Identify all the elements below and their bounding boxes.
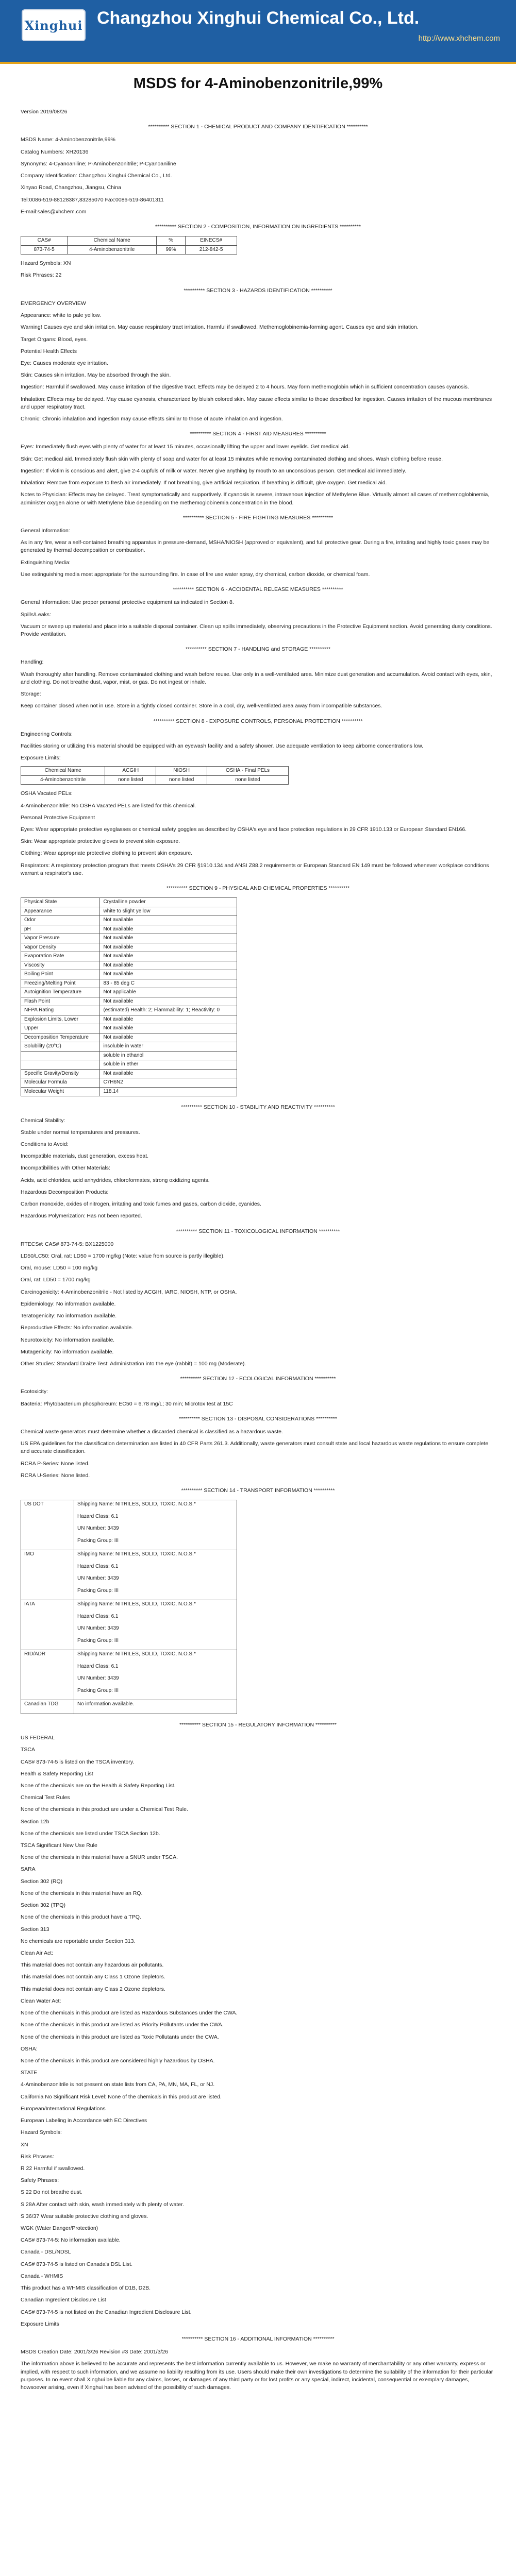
msds-paragraph: TSCA bbox=[21, 1747, 36, 1753]
table-row bbox=[21, 1042, 237, 1052]
table-cell: Boiling Point bbox=[21, 970, 100, 979]
msds-paragraph: None of the chemicals in this material have an RQ. bbox=[21, 1890, 143, 1896]
physical-properties-table bbox=[21, 897, 237, 1096]
company-name: Changzhou Xinghui Chemical Co., Ltd. bbox=[97, 8, 420, 28]
msds-paragraph: Chemical Test Rules bbox=[21, 1794, 70, 1801]
msds-paragraph: Chemical waste generators must determine whether a discarded chemical is classified as a hazardous waste. bbox=[21, 1429, 283, 1435]
transport-line: No information available. bbox=[77, 1701, 135, 1707]
table-cell: Viscosity bbox=[21, 961, 100, 970]
transport-line: UN Number: 3439 bbox=[77, 1575, 119, 1582]
table-row bbox=[21, 1700, 237, 1714]
table-row bbox=[21, 1060, 237, 1070]
msds-paragraph: Ecotoxicity: bbox=[21, 1388, 48, 1395]
table-cell: Freezing/Melting Point bbox=[21, 979, 100, 988]
table-row bbox=[21, 1087, 237, 1096]
table-cell: 873-74-5 bbox=[21, 245, 68, 255]
transport-line: UN Number: 3439 bbox=[77, 1675, 119, 1682]
msds-paragraph: EMERGENCY OVERVIEW bbox=[21, 300, 86, 307]
msds-paragraph: Company Identification: Changzhou Xinghui Chemical Co., Ltd. bbox=[21, 173, 172, 179]
msds-paragraph: Storage: bbox=[21, 691, 41, 698]
transport-agency: US DOT bbox=[21, 1500, 74, 1550]
table-cell: none listed bbox=[207, 775, 289, 785]
msds-paragraph: This material does not contain any Class 1 Ozone depletors. bbox=[21, 1974, 165, 1980]
msds-paragraph: Ingestion: If victim is conscious and alert, give 2-4 cupfuls of milk or water. Never give anything by mouth to an unconscious person. Get medical aid immediately. bbox=[21, 467, 406, 474]
msds-content bbox=[21, 108, 495, 2576]
msds-paragraph: Mutagenicity: No information available. bbox=[21, 1348, 114, 1355]
msds-paragraph: Facilities storing or utilizing this material should be equipped with an eyewash facility and a safety shower. Use adequate ventilation to keep airborne concentrations low. bbox=[21, 742, 423, 749]
msds-paragraph: Clothing: Wear appropriate protective clothing to prevent skin exposure. bbox=[21, 850, 193, 857]
transport-line: Hazard Class: 6.1 bbox=[77, 1563, 119, 1569]
table-cell: white to slight yellow bbox=[100, 907, 237, 916]
table-row bbox=[21, 1550, 237, 1600]
table-cell: 212-842-5 bbox=[186, 245, 237, 255]
msds-paragraph: LD50/LC50: Oral, rat: LD50 = 1700 mg/kg (Note: value from source is partly illegible). bbox=[21, 1252, 225, 1259]
section-heading: ********** SECTION 14 - TRANSPORT INFORMATION ********** bbox=[181, 1487, 335, 1494]
table-row bbox=[21, 907, 237, 916]
table-cell: 4-Aminobenzonitrile bbox=[68, 245, 157, 255]
table-cell: none listed bbox=[156, 775, 207, 785]
msds-paragraph: Respirators: A respiratory protection program that meets OSHA's 29 CFR §1910.134 and ANSI Z88.2 requirements or European Standard EN 149 must be followed whenever workplace conditions warrant a respirator's use. bbox=[21, 862, 489, 876]
msds-paragraph: Carbon monoxide, oxides of nitrogen, irritating and toxic fumes and gases, carbon dioxide, cyanides. bbox=[21, 1201, 261, 1208]
msds-paragraph: CAS# 873-74-5 is listed on Canada's DSL List. bbox=[21, 2261, 132, 2267]
msds-paragraph: STATE bbox=[21, 2070, 38, 2076]
msds-paragraph: Health & Safety Reporting List bbox=[21, 1770, 93, 1777]
msds-paragraph: Skin: Wear appropriate protective gloves to prevent skin exposure. bbox=[21, 838, 180, 845]
table-cell: Decomposition Temperature bbox=[21, 1033, 100, 1042]
msds-paragraph: Safety Phrases: bbox=[21, 2177, 59, 2184]
msds-paragraph: S 22 Do not breathe dust. bbox=[21, 2189, 82, 2196]
table-header-cell: NIOSH bbox=[156, 767, 207, 776]
table-cell: Upper bbox=[21, 1024, 100, 1033]
msds-paragraph: None of the chemicals are listed under TSCA Section 12b. bbox=[21, 1830, 160, 1837]
msds-paragraph: Skin: Get medical aid. Immediately flush skin with plenty of soap and water for at least 15 minutes while removing contaminated clothing and shoes. Wash clothing before reuse. bbox=[21, 455, 443, 462]
table-cell: Not available bbox=[100, 997, 237, 1006]
table-cell: Not available bbox=[100, 943, 237, 952]
msds-paragraph: Appearance: white to pale yellow. bbox=[21, 312, 101, 319]
transport-line: Hazard Class: 6.1 bbox=[77, 1613, 119, 1619]
table-header-cell: Chemical Name bbox=[68, 236, 157, 246]
table-cell bbox=[21, 1060, 100, 1070]
msds-paragraph: Incompatible materials, dust generation, excess heat. bbox=[21, 1153, 149, 1160]
table-cell: Explosion Limits, Lower bbox=[21, 1015, 100, 1024]
msds-paragraph: None of the chemicals in this product are listed as Priority Pollutants under the CWA. bbox=[21, 2022, 224, 2028]
msds-paragraph: CAS# 873-74-5 is not listed on the Canadian Ingredient Disclosure List. bbox=[21, 2309, 192, 2315]
msds-paragraph: Canada - WHMIS bbox=[21, 2273, 63, 2279]
msds-paragraph: Canada - DSL/NDSL bbox=[21, 2249, 71, 2256]
table-cell: C7H6N2 bbox=[100, 1078, 237, 1088]
msds-paragraph: Carcinogenicity: 4-Aminobenzonitrile - Not listed by ACGIH, IARC, NIOSH, NTP, or OSHA. bbox=[21, 1289, 237, 1295]
msds-paragraph: Neurotoxicity: No information available. bbox=[21, 1336, 115, 1343]
table-cell: Not available bbox=[100, 1015, 237, 1024]
table-row bbox=[21, 775, 289, 785]
msds-paragraph: Risk Phrases: 22 bbox=[21, 272, 62, 279]
table-header-cell: Chemical Name bbox=[21, 767, 105, 776]
website-link[interactable]: http://www.xhchem.com bbox=[418, 34, 500, 43]
msds-paragraph: The information above is believed to be accurate and represents the best information currently available to us. However, we make no warranty of merchantability or any other warranty, express or implied, with respect to such information, and we assume no liability resulting from its use. Users should make their own investigations to determine the suitability of the information for their particular purposes. In no event shall Xinghui be liable for any claims, losses, or damages of any third party or for lost profits or any special, indirect, incidental, consequential or exemplary damages, howsoever arising, even if Xinghui has been advised of the possibility of such damages. bbox=[21, 2361, 493, 2391]
msds-paragraph: Oral, mouse: LD50 = 100 mg/kg bbox=[21, 1265, 98, 1272]
msds-paragraph: Reproductive Effects: No information available. bbox=[21, 1325, 134, 1331]
msds-paragraph: 4-Aminobenzonitrile is not present on state lists from CA, PA, MN, MA, FL, or NJ. bbox=[21, 2081, 215, 2088]
msds-paragraph: Keep container closed when not in use. Store in a tightly closed container. Store in a cool, dry, well-ventilated area away from incompatible substances. bbox=[21, 703, 382, 709]
table-row bbox=[21, 943, 237, 952]
msds-paragraph: Extinguishing Media: bbox=[21, 559, 71, 566]
transport-line: Packing Group: III bbox=[77, 1687, 119, 1693]
transport-details bbox=[74, 1550, 237, 1600]
msds-paragraph: Section 12b bbox=[21, 1818, 49, 1825]
msds-paragraph: This product has a WHMIS classification of D1B, D2B. bbox=[21, 2285, 151, 2292]
table-cell: Molecular Weight bbox=[21, 1087, 100, 1096]
table-cell: Not available bbox=[100, 934, 237, 943]
msds-paragraph: Chronic: Chronic inhalation and ingestion may cause effects similar to those of acute inhalation and ingestion. bbox=[21, 416, 283, 422]
transport-line: Packing Group: III bbox=[77, 1537, 119, 1544]
msds-paragraph: Risk Phrases: bbox=[21, 2153, 54, 2160]
msds-paragraph: European/International Regulations bbox=[21, 2105, 106, 2112]
section-heading: ********** SECTION 8 - EXPOSURE CONTROLS, PERSONAL PROTECTION ********** bbox=[153, 718, 363, 724]
msds-paragraph: SARA bbox=[21, 1866, 36, 1873]
table-row bbox=[21, 1600, 237, 1650]
msds-paragraph: Hazardous Polymerization: Has not been reported. bbox=[21, 1213, 142, 1219]
document-title: MSDS for 4-Aminobenzonitrile,99% bbox=[133, 75, 383, 92]
table-cell: 118.14 bbox=[100, 1087, 237, 1096]
table-cell: Crystalline powder bbox=[100, 898, 237, 907]
msds-paragraph: None of the chemicals in this product have a TPQ. bbox=[21, 1914, 141, 1921]
table-cell: 4-Aminobenzonitrile bbox=[21, 775, 105, 785]
transport-line: Shipping Name: NITRILES, SOLID, TOXIC, N.O.S.* bbox=[77, 1551, 196, 1557]
msds-paragraph: This material does not contain any Class 2 Ozone depletors. bbox=[21, 1986, 165, 1992]
msds-paragraph: Inhalation: Remove from exposure to fresh air immediately. If not breathing, give artificial respiration. If breathing is difficult, give oxygen. Get medical aid. bbox=[21, 480, 387, 486]
exposure-limits-table bbox=[21, 766, 289, 785]
table-cell: Not available bbox=[100, 952, 237, 961]
msds-paragraph: Eyes: Immediately flush eyes with plenty of water for at least 15 minutes, occasionally lifting the upper and lower eyelids. Get medical aid. bbox=[21, 444, 350, 450]
transport-table bbox=[21, 1500, 237, 1714]
msds-paragraph: Handling: bbox=[21, 659, 44, 666]
table-cell: soluble in ethanol bbox=[100, 1051, 237, 1060]
table-cell: Solubility (20°C) bbox=[21, 1042, 100, 1052]
msds-paragraph: Skin: Causes skin irritation. May be absorbed through the skin. bbox=[21, 372, 171, 379]
table-row bbox=[21, 1015, 237, 1024]
msds-paragraph: Stable under normal temperatures and pressures. bbox=[21, 1129, 140, 1136]
transport-details bbox=[74, 1700, 237, 1714]
msds-paragraph: 4-Aminobenzonitrile: No OSHA Vacated PELs are listed for this chemical. bbox=[21, 802, 196, 809]
msds-paragraph: TSCA Significant New Use Rule bbox=[21, 1842, 97, 1849]
transport-agency: Canadian TDG bbox=[21, 1700, 74, 1714]
table-row bbox=[21, 1078, 237, 1088]
msds-paragraph: Synonyms: 4-Cyanoaniline; P-Aminobenzonitrile; P-Cyanoaniline bbox=[21, 160, 176, 167]
msds-paragraph: None of the chemicals in this product are listed as Toxic Pollutants under the CWA. bbox=[21, 2033, 219, 2040]
table-cell: soluble in ether bbox=[100, 1060, 237, 1070]
table-header-cell: CAS# bbox=[21, 236, 68, 246]
msds-paragraph: Epidemiology: No information available. bbox=[21, 1300, 116, 1307]
msds-paragraph: Section 302 (RQ) bbox=[21, 1878, 63, 1885]
transport-line: Shipping Name: NITRILES, SOLID, TOXIC, N.O.S.* bbox=[77, 1601, 196, 1607]
table-header-cell: OSHA - Final PELs bbox=[207, 767, 289, 776]
transport-line: Hazard Class: 6.1 bbox=[77, 1513, 119, 1519]
msds-paragraph: MSDS Creation Date: 2001/3/26 Revision #3 Date: 2001/3/26 bbox=[21, 2349, 169, 2355]
table-cell: Physical State bbox=[21, 898, 100, 907]
logo-text: Xinghui bbox=[24, 18, 83, 33]
msds-paragraph: Clean Air Act: bbox=[21, 1950, 54, 1956]
msds-paragraph: S 36/37 Wear suitable protective clothing and gloves. bbox=[21, 2213, 148, 2219]
section-heading: ********** SECTION 12 - ECOLOGICAL INFORMATION ********** bbox=[180, 1376, 336, 1382]
msds-paragraph: None of the chemicals in this product are under a Chemical Test Rule. bbox=[21, 1806, 188, 1813]
msds-paragraph: WGK (Water Danger/Protection) bbox=[21, 2225, 98, 2232]
table-cell: (estimated) Health: 2; Flammability: 1; Reactivity: 0 bbox=[100, 1006, 237, 1015]
msds-paragraph: MSDS Name: 4-Aminobenzonitrile,99% bbox=[21, 137, 115, 143]
msds-paragraph: Potential Health Effects bbox=[21, 348, 77, 354]
msds-paragraph: As in any fire, wear a self-contained breathing apparatus in pressure-demand, MSHA/NIOSH (approved or equivalent), and full protective gear. During a fire, irritating and highly toxic gases may be generated by thermal decomposition or combustion. bbox=[21, 539, 490, 554]
table-header-cell: % bbox=[156, 236, 185, 246]
section-heading: ********** SECTION 2 - COMPOSITION, INFORMATION ON INGREDIENTS ********** bbox=[155, 223, 361, 230]
table-row bbox=[21, 1650, 237, 1700]
msds-paragraph: California No Significant Risk Level: None of the chemicals in this product are listed. bbox=[21, 2093, 222, 2100]
table-header-cell: ACGIH bbox=[105, 767, 156, 776]
section-heading: ********** SECTION 3 - HAZARDS IDENTIFICATION ********** bbox=[184, 287, 332, 294]
table-cell: Vapor Pressure bbox=[21, 934, 100, 943]
msds-paragraph: Tel:0086-519-88128387,83285070 Fax:0086-519-86401311 bbox=[21, 196, 164, 203]
table-row bbox=[21, 970, 237, 979]
msds-paragraph: RTECS#: CAS# 873-74-5: BX1225000 bbox=[21, 1241, 114, 1247]
table-cell: Not available bbox=[100, 1069, 237, 1078]
table-cell: Vapor Density bbox=[21, 943, 100, 952]
msds-paragraph: Bacteria: Phytobacterium phosphoreum: EC50 = 6.78 mg/L; 30 min; Microtox test at 15C bbox=[21, 1400, 233, 1407]
table-cell: Not available bbox=[100, 916, 237, 925]
table-row bbox=[21, 1033, 237, 1042]
table-row bbox=[21, 1069, 237, 1078]
section-heading: ********** SECTION 7 - HANDLING and STORAGE ********** bbox=[185, 646, 331, 653]
table-row bbox=[21, 898, 237, 907]
msds-paragraph: Canadian Ingredient Disclosure List bbox=[21, 2297, 106, 2303]
section-heading: ********** SECTION 15 - REGULATORY INFORMATION ********** bbox=[179, 1721, 337, 1728]
msds-paragraph: None of the chemicals in this product are considered highly hazardous by OSHA. bbox=[21, 2057, 215, 2064]
table-cell: Autoignition Temperature bbox=[21, 988, 100, 997]
table-row bbox=[21, 916, 237, 925]
msds-paragraph: S 28A After contact with skin, wash immediately with plenty of water. bbox=[21, 2201, 184, 2208]
msds-paragraph: Acids, acid chlorides, acid anhydrides, chloroformates, strong oxidizing agents. bbox=[21, 1177, 210, 1183]
table-cell bbox=[21, 1051, 100, 1060]
table-cell: none listed bbox=[105, 775, 156, 785]
msds-paragraph: Use extinguishing media most appropriate for the surrounding fire. In case of fire use water spray, dry chemical, carbon dioxide, or chemical foam. bbox=[21, 571, 370, 578]
table-cell: Molecular Formula bbox=[21, 1078, 100, 1088]
msds-paragraph: OSHA: bbox=[21, 2045, 38, 2052]
table-row bbox=[21, 961, 237, 970]
table-cell: Not available bbox=[100, 961, 237, 970]
table-cell: Not available bbox=[100, 925, 237, 934]
msds-paragraph: RCRA P-Series: None listed. bbox=[21, 1460, 90, 1467]
msds-paragraph: R 22 Harmful if swallowed. bbox=[21, 2165, 85, 2172]
msds-paragraph: US FEDERAL bbox=[21, 1735, 55, 1741]
msds-paragraph: Clean Water Act: bbox=[21, 1997, 61, 2004]
transport-line: Shipping Name: NITRILES, SOLID, TOXIC, N.O.S.* bbox=[77, 1501, 196, 1507]
table-cell: Appearance bbox=[21, 907, 100, 916]
msds-paragraph: Exposure Limits: bbox=[21, 755, 61, 761]
table-cell: Not applicable bbox=[100, 988, 237, 997]
msds-paragraph: Engineering Controls: bbox=[21, 731, 73, 737]
msds-paragraph: Inhalation: Effects may be delayed. May cause cyanosis, characterized by bluish colored skin. May cause effects similar to those described for ingestion. Causes irritation of the mucous membranes and upper respiratory tract. bbox=[21, 396, 492, 410]
transport-line: UN Number: 3439 bbox=[77, 1625, 119, 1632]
msds-paragraph: Warning! Causes eye and skin irritation. May cause respiratory tract irritation. Harmful if swallowed. Methemoglobinemia-forming agent. Causes eye and skin irritation. bbox=[21, 324, 419, 331]
table-header-cell: EINECS# bbox=[186, 236, 237, 246]
msds-paragraph: Hazard Symbols: XN bbox=[21, 260, 71, 267]
msds-paragraph: Other Studies: Standard Draize Test: Administration into the eye (rabbit) = 100 mg (Moderate). bbox=[21, 1360, 246, 1367]
msds-paragraph: No chemicals are reportable under Section 313. bbox=[21, 1938, 136, 1944]
table-row bbox=[21, 934, 237, 943]
transport-agency: IATA bbox=[21, 1600, 74, 1650]
table-cell: Not available bbox=[100, 1024, 237, 1033]
msds-paragraph: CAS# 873-74-5 is listed on the TSCA inventory. bbox=[21, 1758, 135, 1765]
msds-paragraph: Hazardous Decomposition Products: bbox=[21, 1189, 109, 1195]
msds-paragraph: RCRA U-Series: None listed. bbox=[21, 1472, 90, 1479]
section-heading: ********** SECTION 13 - DISPOSAL CONSIDERATIONS ********** bbox=[179, 1415, 337, 1422]
transport-line: Hazard Class: 6.1 bbox=[77, 1663, 119, 1669]
section-heading: ********** SECTION 9 - PHYSICAL AND CHEMICAL PROPERTIES ********** bbox=[166, 885, 350, 892]
section-heading: ********** SECTION 16 - ADDITIONAL INFORMATION ********** bbox=[181, 2336, 335, 2342]
msds-paragraph: Target Organs: Blood, eyes. bbox=[21, 336, 88, 343]
transport-line: Shipping Name: NITRILES, SOLID, TOXIC, N.O.S.* bbox=[77, 1651, 196, 1657]
msds-paragraph: Wash thoroughly after handling. Remove contaminated clothing and wash before reuse. Use only in a well-ventilated area. Minimize dust generation and accumulation. Avoid contact with eyes, skin, and clothing. Do not breathe dust, vapor, mist, or gas. Do not ingest or inhale. bbox=[21, 671, 492, 685]
table-row bbox=[21, 952, 237, 961]
table-row bbox=[21, 988, 237, 997]
transport-line: Packing Group: III bbox=[77, 1637, 119, 1643]
msds-paragraph: Ingestion: Harmful if swallowed. May cause irritation of the digestive tract. Effects may be delayed 2 to 4 hours. May form methemoglobin which in sufficient concentration causes cyanosis. bbox=[21, 384, 469, 391]
transport-line: Packing Group: III bbox=[77, 1587, 119, 1594]
section-heading: ********** SECTION 5 - FIRE FIGHTING MEASURES ********** bbox=[182, 514, 334, 521]
section-heading: ********** SECTION 6 - ACCIDENTAL RELEASE MEASURES ********** bbox=[173, 586, 343, 593]
composition-table bbox=[21, 236, 237, 255]
msds-paragraph: E-mail:sales@xhchem.com bbox=[21, 208, 87, 215]
transport-details bbox=[74, 1600, 237, 1650]
msds-paragraph: Catalog Numbers: XH20136 bbox=[21, 148, 89, 155]
msds-paragraph: Teratogenicity: No information available. bbox=[21, 1313, 117, 1319]
table-row bbox=[21, 925, 237, 934]
msds-paragraph: US EPA guidelines for the classification determination are listed in 40 CFR Parts 261.3. Additionally, waste generators must consult state and local hazardous waste regulations to ensure complete and accurate classification. bbox=[21, 1440, 489, 1455]
msds-paragraph: This material does not contain any hazardous air pollutants. bbox=[21, 1962, 164, 1969]
company-logo[interactable] bbox=[22, 9, 86, 41]
msds-paragraph: Chemical Stability: bbox=[21, 1117, 65, 1124]
transport-details bbox=[74, 1650, 237, 1700]
table-cell: Odor bbox=[21, 916, 100, 925]
table-row bbox=[21, 1500, 237, 1550]
table-cell: Not available bbox=[100, 1033, 237, 1042]
section-heading: ********** SECTION 1 - CHEMICAL PRODUCT AND COMPANY IDENTIFICATION ********** bbox=[148, 124, 368, 130]
msds-paragraph: Exposure Limits bbox=[21, 2320, 59, 2327]
table-cell: 99% bbox=[156, 245, 185, 255]
msds-paragraph: Personal Protective Equipment bbox=[21, 814, 95, 821]
msds-paragraph: European Labeling in Accordance with EC Directives bbox=[21, 2117, 147, 2124]
msds-paragraph: Section 302 (TPQ) bbox=[21, 1902, 65, 1909]
table-row bbox=[21, 1006, 237, 1015]
msds-paragraph: Oral, rat: LD50 = 1700 mg/kg bbox=[21, 1277, 91, 1283]
msds-paragraph: XN bbox=[21, 2141, 28, 2148]
msds-paragraph: Incompatibilities with Other Materials: bbox=[21, 1165, 110, 1172]
section-heading: ********** SECTION 4 - FIRST AID MEASURES ********** bbox=[190, 431, 326, 437]
msds-paragraph: Section 313 bbox=[21, 1926, 49, 1933]
table-cell: insoluble in water bbox=[100, 1042, 237, 1052]
msds-paragraph: Hazard Symbols: bbox=[21, 2129, 62, 2136]
msds-paragraph: General Information: bbox=[21, 528, 70, 534]
msds-paragraph: OSHA Vacated PELs: bbox=[21, 790, 73, 797]
msds-paragraph: Xinyao Road, Changzhou, Jiangsu, China bbox=[21, 184, 121, 191]
table-row bbox=[21, 245, 237, 255]
table-cell: NFPA Rating bbox=[21, 1006, 100, 1015]
table-cell: Not available bbox=[100, 970, 237, 979]
table-cell: Flash Point bbox=[21, 997, 100, 1006]
transport-details bbox=[74, 1500, 237, 1550]
msds-paragraph: Conditions to Avoid: bbox=[21, 1141, 69, 1147]
section-heading: ********** SECTION 11 - TOXICOLOGICAL INFORMATION ********** bbox=[176, 1228, 340, 1234]
table-row bbox=[21, 979, 237, 988]
msds-paragraph: Version 2019/08/26 bbox=[21, 109, 68, 115]
transport-agency: IMO bbox=[21, 1550, 74, 1600]
table-row bbox=[21, 997, 237, 1006]
msds-paragraph: General Information: Use proper personal protective equipment as indicated in Section 8. bbox=[21, 599, 234, 606]
msds-paragraph: None of the chemicals are on the Health & Safety Reporting List. bbox=[21, 1782, 176, 1789]
transport-agency: RID/ADR bbox=[21, 1650, 74, 1700]
msds-paragraph: Spills/Leaks: bbox=[21, 611, 51, 618]
section-heading: ********** SECTION 10 - STABILITY AND REACTIVITY ********** bbox=[181, 1104, 335, 1111]
transport-line: UN Number: 3439 bbox=[77, 1526, 119, 1532]
msds-paragraph: None of the chemicals in this material have a SNUR under TSCA. bbox=[21, 1854, 178, 1861]
msds-paragraph: None of the chemicals in this product are listed as Hazardous Substances under the CWA. bbox=[21, 2010, 238, 2016]
msds-paragraph: Vacuum or sweep up material and place into a suitable disposal container. Clean up spills immediately, observing precautions in the Protective Equipment section. Avoid generating dusty conditions. Provide ventilation. bbox=[21, 623, 492, 637]
table-cell: Specific Gravity/Density bbox=[21, 1069, 100, 1078]
msds-paragraph: CAS# 873-74-5: No information available. bbox=[21, 2237, 121, 2244]
table-cell: pH bbox=[21, 925, 100, 934]
msds-paragraph: Eye: Causes moderate eye irritation. bbox=[21, 360, 108, 366]
table-row bbox=[21, 1024, 237, 1033]
msds-paragraph: Eyes: Wear appropriate protective eyeglasses or chemical safety goggles as described by OSHA's eye and face protection regulations in 29 CFR 1910.133 or European Standard EN166. bbox=[21, 826, 467, 833]
msds-paragraph: Notes to Physician: Effects may be delayed. Treat symptomatically and supportively. If cyanosis is severe, intravenous injection of Methylene Blue. Virtually almost all cases of methemoglobinemia, administer oxygen alone or with Methylene blue depending on the methemoglobinemia concentration in the blood. bbox=[21, 492, 490, 506]
table-cell: Evaporation Rate bbox=[21, 952, 100, 961]
table-row bbox=[21, 1051, 237, 1060]
table-cell: 83 - 85 deg C bbox=[100, 979, 237, 988]
site-header bbox=[0, 0, 516, 64]
